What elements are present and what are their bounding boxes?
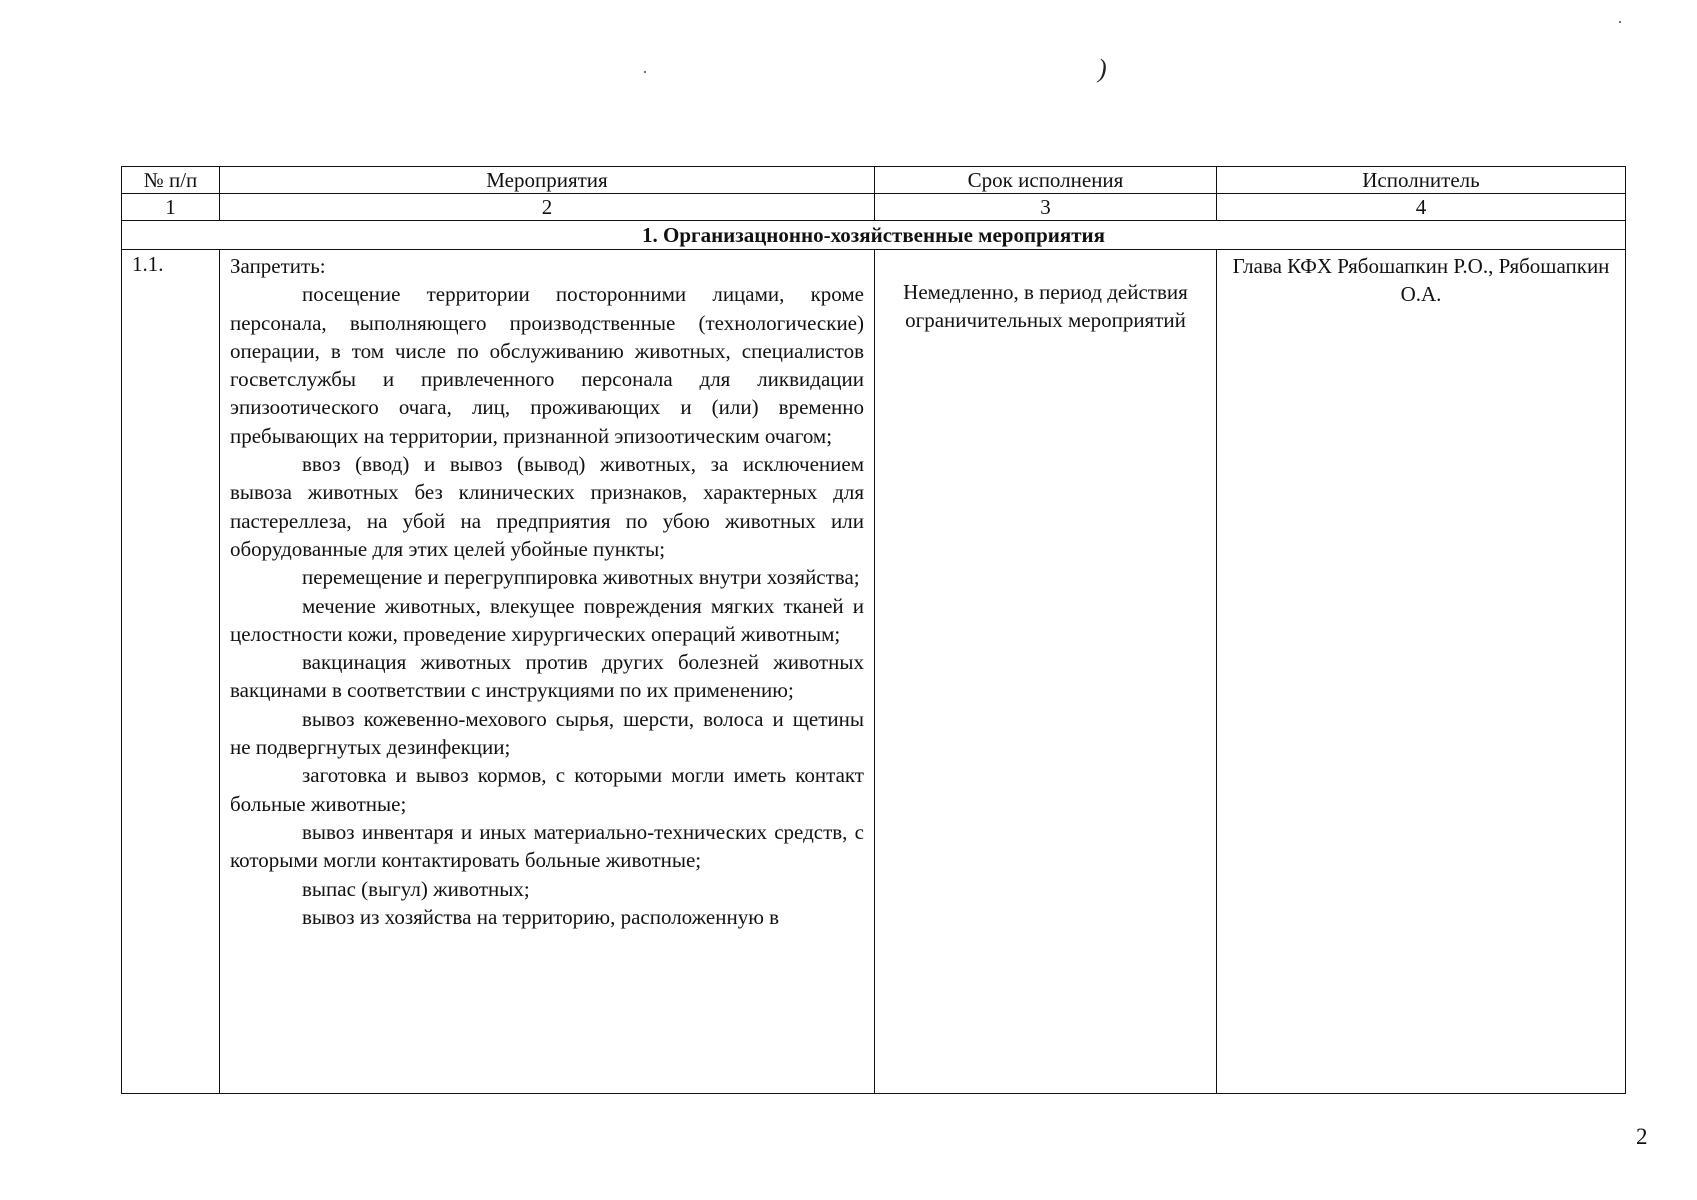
scan-speck <box>644 71 646 73</box>
activity-item: вакцинация животных против других болезней животных вакцинами в соответствии с инструкциями по их применению; <box>230 650 864 703</box>
row-number: 1.1. <box>122 250 220 1094</box>
stray-parenthesis-mark: ) <box>1098 54 1107 83</box>
activities-intro: Запретить: <box>230 254 326 278</box>
page-number: 2 <box>1636 1124 1648 1149</box>
section-title: 1. Организацнонно-хозяйственные мероприятия <box>122 221 1626 250</box>
header-number: № п/п <box>122 167 220 194</box>
column-number: 4 <box>1217 194 1626 221</box>
column-number: 2 <box>220 194 875 221</box>
activity-item: заготовка и вывоз кормов, с которыми могли иметь контакт больные животные; <box>230 763 864 816</box>
activity-item: перемещение и перегруппировка животных внутри хозяйства; <box>302 565 860 590</box>
activities-cell <box>220 250 875 1094</box>
activity-item: посещение территории посторонними лицами, кроме персонала, выполняющего производственные (технологические) операции, в том числе по обслуживанию животных, специалистов госветслужбы и привлеченного персонала для ликвидации эпизоотического очага, лиц, проживающих и (или) временно пребывающих на территории, признанной эпизоотическим очагом; <box>230 282 864 448</box>
header-deadline: Срок исполнения <box>875 167 1217 194</box>
column-number: 3 <box>875 194 1217 221</box>
activity-item: ввоз (ввод) и вывоз (вывод) животных, за исключением вывоза животных без клинических признаков, характерных для пастереллеза, на убой на предприятия по убою животных или оборудованные для этих целей убойные пункты; <box>230 452 864 561</box>
column-number: 1 <box>122 194 220 221</box>
deadline-cell: Немедленно, в период действия ограничительных мероприятий <box>875 250 1217 1094</box>
column-number-row <box>122 194 1626 221</box>
scan-speck <box>1619 21 1621 23</box>
table-row <box>122 250 1626 1094</box>
activity-item: вывоз кожевенно-мехового сырья, шерсти, волоса и щетины не подвергнутых дезинфекции; <box>230 706 864 760</box>
header-executor: Исполнитель <box>1217 167 1626 194</box>
executor-cell: Глава КФХ Рябошапкин Р.О., Рябошапкин О.А. <box>1217 250 1626 1094</box>
activity-item: вывоз из хозяйства на территорию, расположенную в <box>302 904 780 929</box>
activity-item: мечение животных, влекущее повреждения мягких тканей и целостности кожи, проведение хирургических операций животным; <box>230 593 864 646</box>
activity-item: выпас (выгул) животных; <box>302 876 530 901</box>
section-row <box>122 221 1626 250</box>
header-activities: Мероприятия <box>220 167 875 194</box>
activity-item: вывоз инвентаря и иных материально-технических средств, с которыми могли контактировать больные животные; <box>230 819 864 873</box>
measures-table <box>121 166 1626 1094</box>
table-header-row <box>122 167 1626 194</box>
